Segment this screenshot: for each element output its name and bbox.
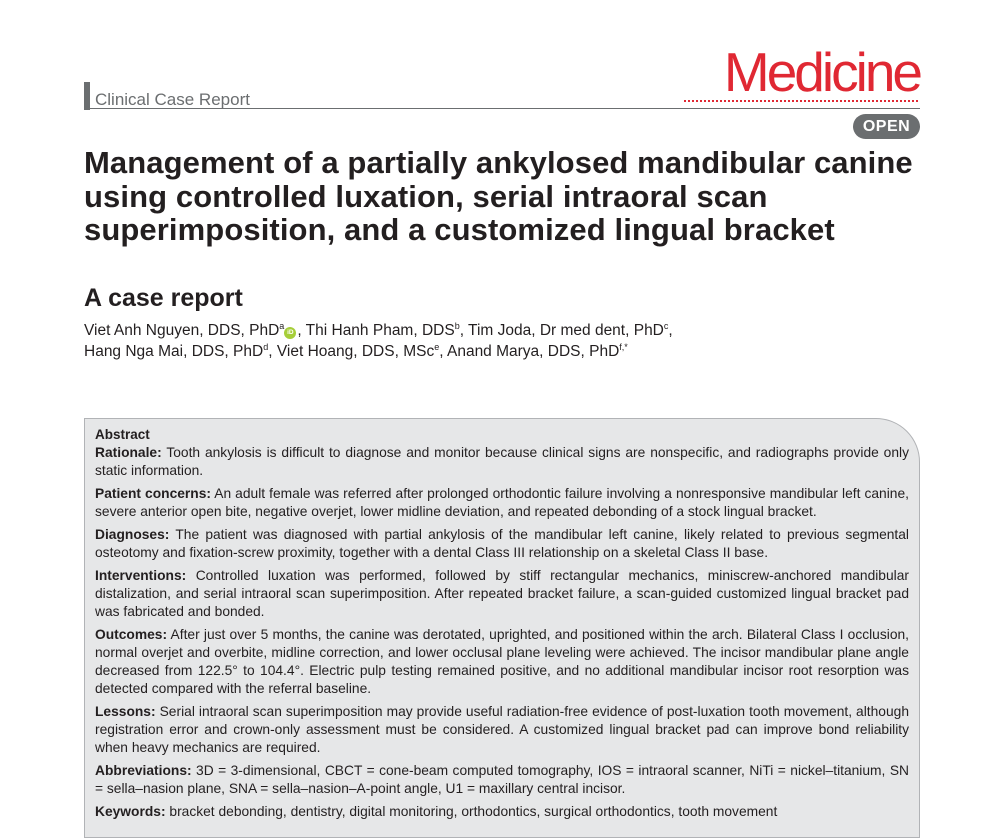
author[interactable]: Tim Joda, Dr med dent, PhD$^c$, bbox=[468, 321, 673, 339]
abstract-lessons bbox=[95, 703, 909, 757]
affiliation-marker: f,* bbox=[619, 342, 628, 352]
header-rule bbox=[84, 108, 920, 109]
orcid-icon[interactable]: iD bbox=[284, 327, 296, 339]
abstract-section-text: Tooth ankylosis is difficult to diagnose and monitor because clinical signs are nonspecific, and radiographs provide only static information. bbox=[95, 445, 909, 478]
open-access-badge: OPEN bbox=[853, 114, 920, 139]
author[interactable]: Hang Nga Mai, DDS, PhD$^d$, bbox=[84, 342, 277, 360]
abstract-section-text: An adult female was referred after prolonged orthodontic failure involving a nonresponsive mandibular left canine, severe anterior open bite, negative overjet, lower midline deviation, and repeated debonding of a stock lingual bracket. bbox=[95, 486, 909, 519]
article-title: Management of a partially ankylosed mandibular canine using controlled luxation, serial intraoral scan superimposition, and a customized lingual bracket bbox=[84, 145, 913, 247]
abstract-interventions bbox=[95, 567, 909, 621]
section-label bbox=[84, 82, 250, 110]
author[interactable]: Thi Hanh Pham, DDS$^b$, bbox=[305, 321, 469, 339]
abstract-section-text: Serial intraoral scan superimposition may provide useful radiation-free evidence of post-luxation tooth movement, although registration error and crown-only assessment must be considered. A customized lingual bracket pad can improve bond reliability when heavy mechanics are required. bbox=[95, 704, 909, 755]
abstract-patient-concerns bbox=[95, 485, 909, 521]
affiliation-marker: d bbox=[263, 342, 269, 352]
abstract-section-label: Lessons: bbox=[95, 704, 156, 719]
affiliation-marker: a bbox=[279, 321, 285, 331]
journal-logo-dotted-line bbox=[684, 100, 918, 102]
author-list bbox=[84, 320, 914, 362]
abstract-section-label: Patient concerns: bbox=[95, 486, 211, 501]
abstract-section-text: 3D = 3-dimensional, CBCT = cone-beam computed tomography, IOS = intraoral scanner, NiTi = nickel–titanium, SN = sella–nasion plane, SNA = sella–nasion–A-point angle, U1 = maxillary central incisor. bbox=[95, 763, 909, 796]
abstract-section-label: Diagnoses: bbox=[95, 527, 170, 542]
abstract-section-label: Interventions: bbox=[95, 568, 187, 583]
abstract-section-text: bracket debonding, dentistry, digital monitoring, orthodontics, surgical orthodontics, tooth movement bbox=[169, 804, 778, 819]
abstract-rationale bbox=[95, 444, 909, 480]
article-subtitle: A case report bbox=[84, 284, 243, 312]
abstract-abbreviations bbox=[95, 762, 909, 798]
journal-logo: Medicine bbox=[723, 41, 920, 103]
abstract-section-text: The patient was diagnosed with partial ankylosis of the mandibular left canine, likely related to previous segmental osteotomy and fixation-screw proximity, together with a dental Class III relationship on a skeletal Class II base. bbox=[95, 527, 909, 560]
affiliation-marker: c bbox=[663, 321, 669, 331]
abstract-section-label: Keywords: bbox=[95, 804, 166, 819]
abstract-section-label: Abbreviations: bbox=[95, 763, 192, 778]
section-label-text: Clinical Case Report bbox=[95, 90, 250, 109]
abstract-section-text: After just over 5 months, the canine was derotated, uprighted, and positioned within the arch. Bilateral Class I occlusion, normal overjet and overbite, midline correction, and lower occlusal plane leveling were achieved. The incisor mandibular plane angle decreased from 122.5° to 104.4°. Electric pulp testing remained positive, and no additional mandibular incisor root resorption was detected compared with the referral baseline. bbox=[95, 627, 909, 696]
author[interactable]: Viet Anh Nguyen, DDS, PhD$^a$iD , bbox=[84, 321, 306, 339]
abstract-box bbox=[84, 418, 920, 838]
abstract-section-label: Outcomes: bbox=[95, 627, 168, 642]
abstract-keywords bbox=[95, 803, 909, 821]
abstract-diagnoses bbox=[95, 526, 909, 562]
abstract-heading: Abstract bbox=[95, 427, 150, 442]
abstract-section-label: Rationale: bbox=[95, 445, 162, 460]
author[interactable]: Viet Hoang, DDS, MSc$^e$, bbox=[276, 342, 447, 360]
affiliation-marker: b bbox=[454, 321, 460, 331]
abstract-outcomes bbox=[95, 626, 909, 698]
abstract-section-text: Controlled luxation was performed, followed by stiff rectangular mechanics, miniscrew-anchored mandibular distalization, and serial intraoral scan superimposition. After repeated bracket failure, a scan-guided customized lingual bracket pad was fabricated and bonded. bbox=[95, 568, 909, 619]
author[interactable]: Anand Marya, DDS, PhD$^{f,*}$ bbox=[446, 342, 628, 360]
affiliation-marker: e bbox=[434, 342, 440, 352]
